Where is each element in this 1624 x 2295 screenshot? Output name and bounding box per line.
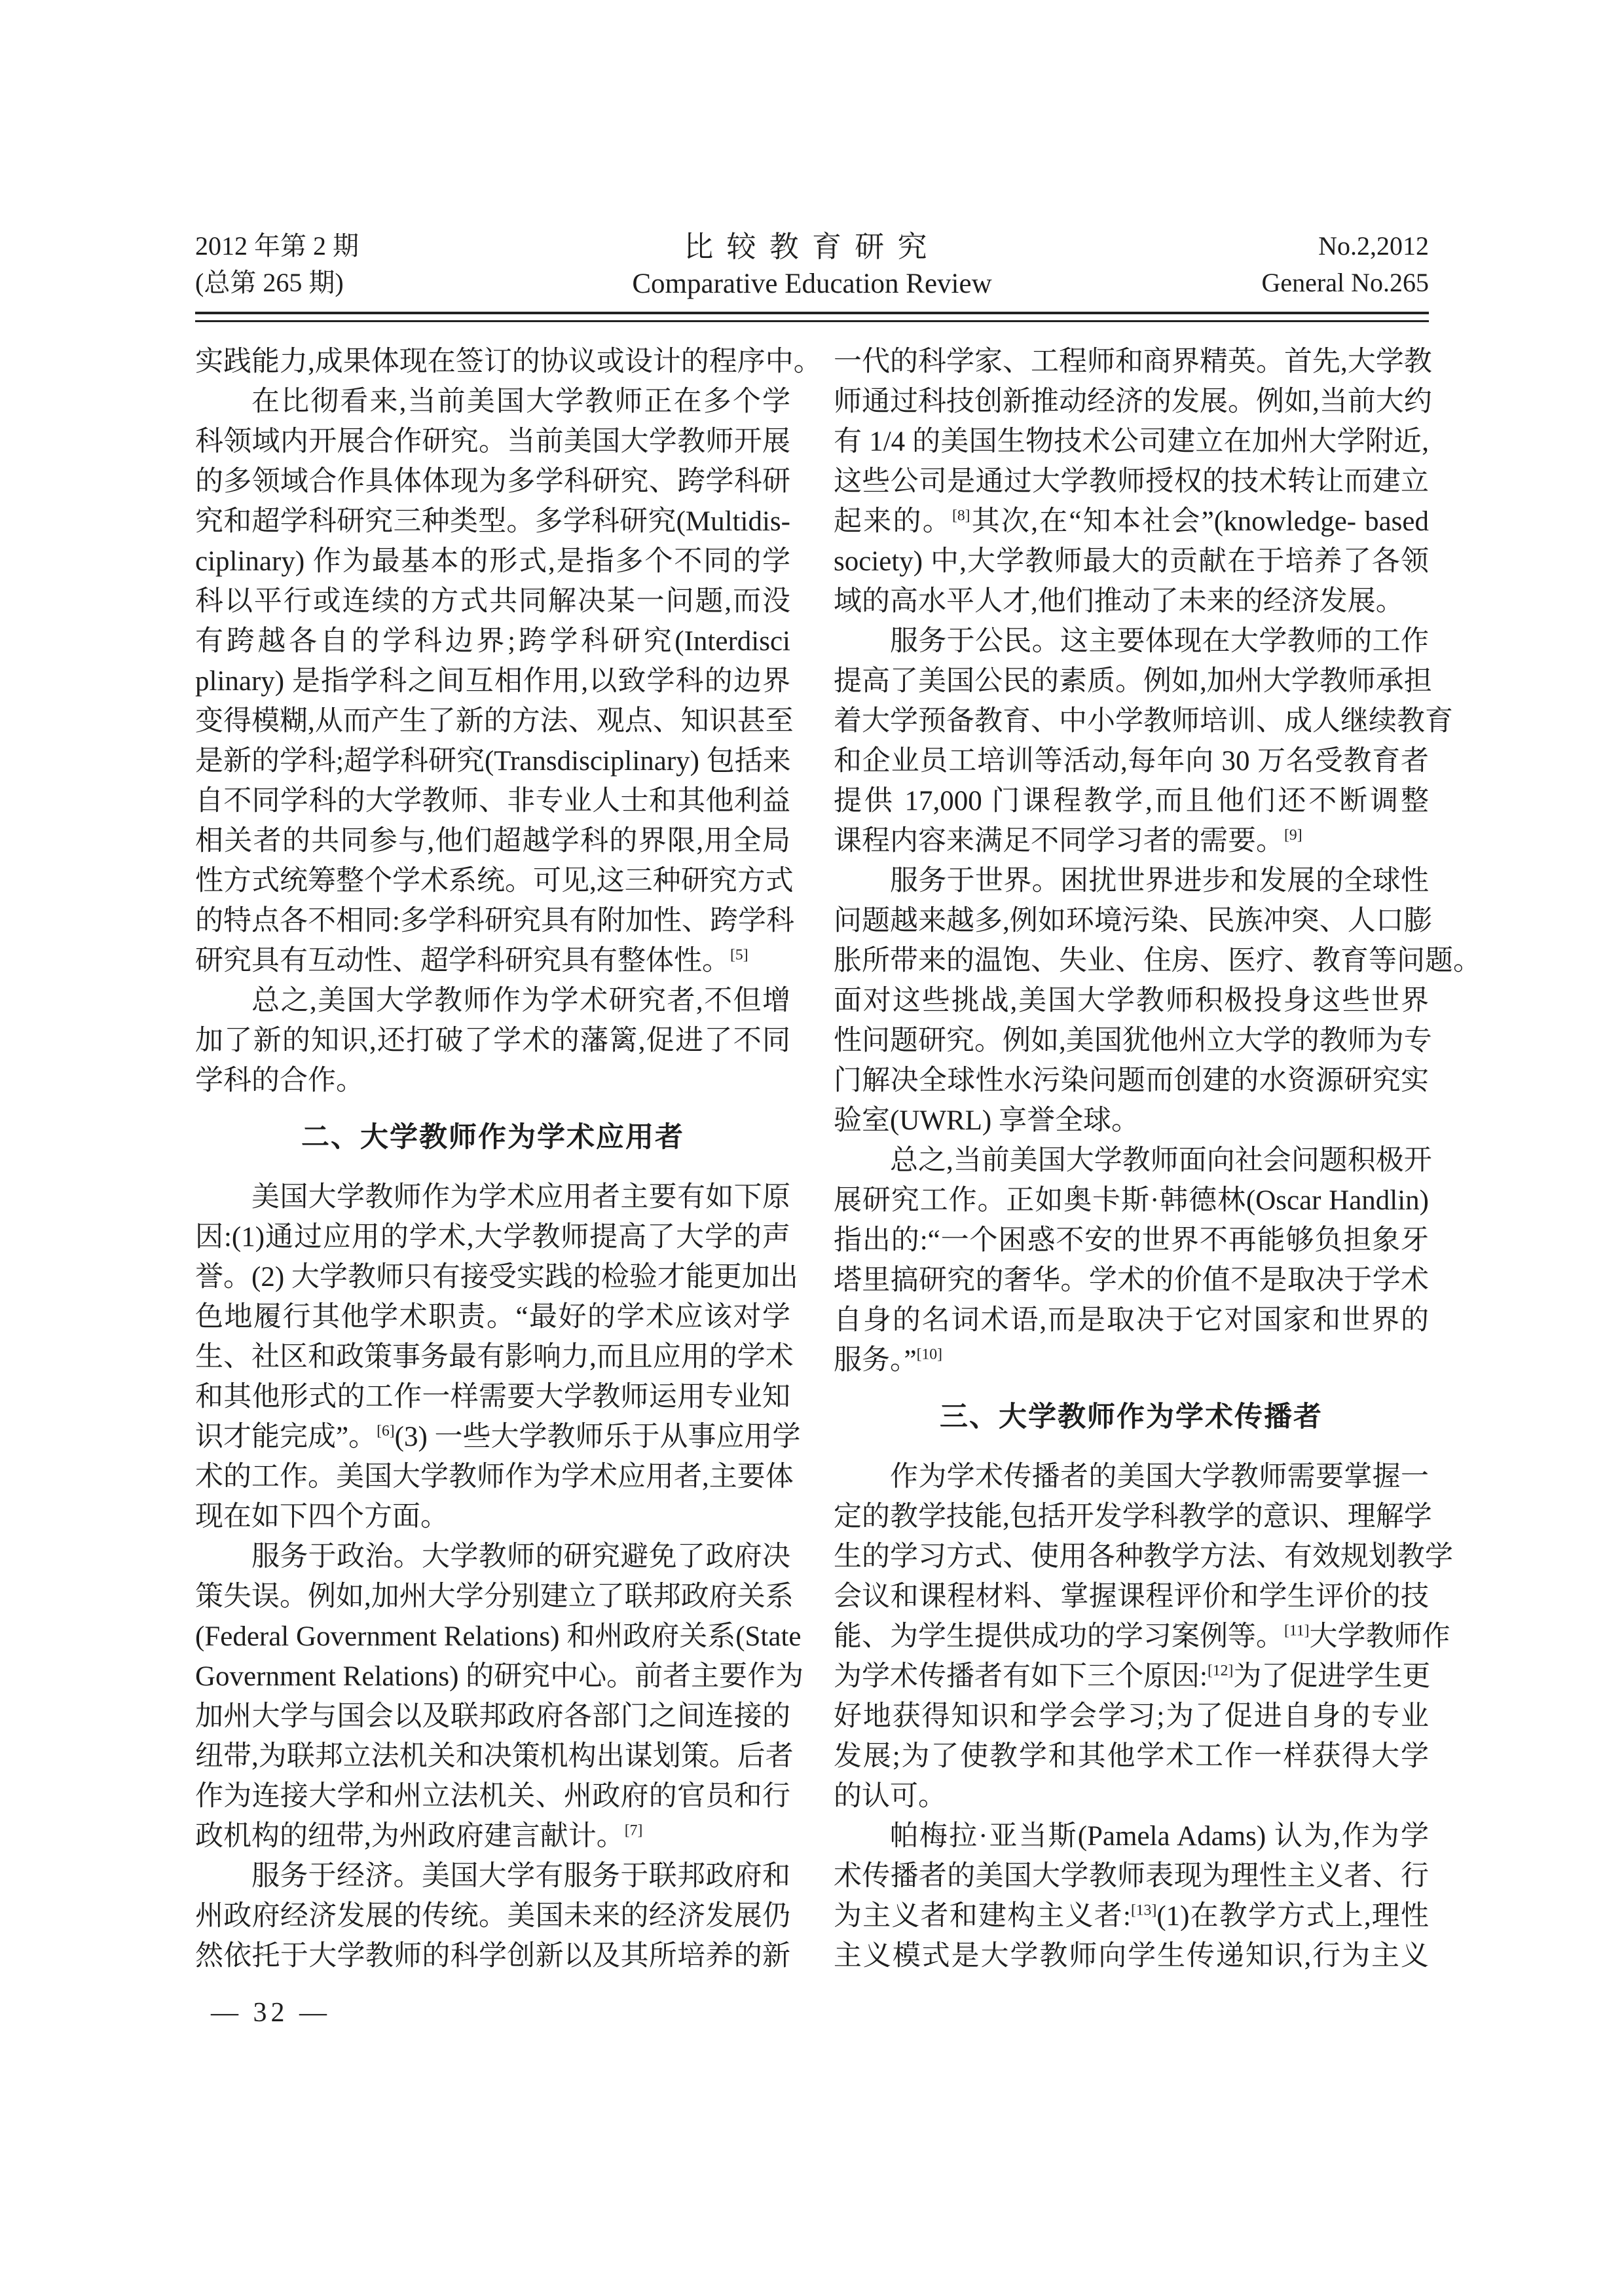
text-line: 主义模式是大学教师向学生传递知识,行为主义: [834, 1941, 1429, 1972]
header-divider: [195, 312, 1429, 322]
text-line: plinary) 是指学科之间互相作用,以致学科的边界: [195, 666, 790, 697]
footnote-ref: [12]: [1207, 1662, 1234, 1680]
issue-year-number: 2012 年第 2 期: [195, 231, 359, 261]
text-line: 自身的名词术语,而是取决于它对国家和世界的: [834, 1305, 1429, 1336]
text-line: 服务于公民。这主要体现在大学教师的工作: [890, 626, 1429, 657]
text-line: 研究具有互动性、超学科研究具有整体性。[5]: [195, 946, 748, 976]
footnote-ref: [6]: [377, 1422, 395, 1440]
text-line: 科领域内开展合作研究。当前美国大学教师开展: [195, 426, 790, 457]
footnote-ref: [9]: [1284, 826, 1302, 844]
text-line: 美国大学教师作为学术应用者主要有如下原: [251, 1182, 790, 1213]
right-column: [834, 342, 1481, 1976]
section-heading: 二、大学教师作为学术应用者: [301, 1122, 684, 1153]
text-line: Government Relations) 的研究中心。前者主要作为: [195, 1661, 804, 1692]
text-line: 总之,当前美国大学教师面向社会问题积极开: [890, 1145, 1432, 1176]
text-line: 定的教学技能,包括开发学科教学的意识、理解学: [834, 1501, 1432, 1532]
general-number-english: General No.265: [1261, 268, 1429, 297]
text-line: 实践能力,成果体现在签订的协议或设计的程序中。: [195, 346, 822, 377]
text-line: 提供 17,000 门课程教学,而且他们还不断调整: [834, 786, 1429, 817]
text-line: 课程内容来满足不同学习者的需要。[9]: [834, 826, 1302, 856]
text-line: 会议和课程材料、掌握课程评价和学生评价的技: [834, 1581, 1429, 1612]
text-line: 这些公司是通过大学教师授权的技术转让而建立: [834, 466, 1429, 497]
footnote-ref: [7]: [624, 1822, 643, 1839]
text-line: 能、为学生提供成功的学习案例等。[11]大学教师作: [834, 1621, 1450, 1652]
text-line: 策失误。例如,加州大学分别建立了联邦政府关系: [195, 1581, 794, 1612]
left-column: [195, 342, 822, 1976]
text-line: 塔里搞研究的奢华。学术的价值不是取决于学术: [834, 1265, 1429, 1296]
issue-number-english: No.2,2012: [1318, 231, 1429, 261]
text-line: ciplinary) 作为最基本的形式,是指多个不同的学: [195, 546, 790, 577]
text-line: 面对这些挑战,美国大学教师积极投身这些世界: [834, 985, 1429, 1016]
text-line: 提高了美国公民的素质。例如,加州大学教师承担: [834, 666, 1432, 697]
text-line: 术传播者的美国大学教师表现为理性主义者、行: [834, 1861, 1429, 1892]
text-line: 的认可。: [834, 1781, 946, 1812]
section-heading: 三、大学教师作为学术传播者: [940, 1402, 1323, 1433]
journal-title-block: [632, 228, 991, 303]
journal-header: [195, 228, 1429, 303]
text-line: (Federal Government Relations) 和州政府关系(State: [195, 1621, 802, 1652]
text-line: 好地获得知识和学会学习;为了促进自身的专业: [834, 1701, 1429, 1732]
text-line: 指出的:“一个困惑不安的世界不再能够负担象牙: [834, 1225, 1429, 1256]
text-line: 有跨越各自的学科边界;跨学科研究(Interdisci: [195, 626, 790, 657]
footnote-ref: [5]: [730, 946, 748, 964]
text-line: 识才能完成”。[6](3) 一些大学教师乐于从事应用学: [195, 1422, 801, 1452]
text-line: 纽带,为联邦立法机关和决策机构出谋划策。后者: [195, 1741, 794, 1772]
text-line: 师通过科技创新推动经济的发展。例如,当前大约: [834, 386, 1432, 417]
text-line: 生的学习方式、使用各种教学方法、有效规划教学: [834, 1541, 1453, 1572]
text-line: 起来的。[8]其次,在“知本社会”(knowledge- based: [834, 506, 1430, 537]
text-line: 为学术传播者有如下三个原因:[12]为了促进学生更: [834, 1661, 1431, 1692]
footnote-ref: [13]: [1130, 1901, 1157, 1919]
issue-info-english: [992, 228, 1429, 301]
text-line: society) 中,大学教师最大的贡献在于培养了各领: [834, 546, 1429, 577]
text-line: 学科的合作。: [195, 1065, 364, 1096]
text-line: 性方式统筹整个学术系统。可见,这三种研究方式: [195, 866, 794, 896]
text-line: 自不同学科的大学教师、非专业人士和其他利益: [195, 786, 790, 817]
text-line: 是新的学科;超学科研究(Transdisciplinary) 包括来: [195, 746, 791, 777]
issue-general-number: (总第 265 期): [195, 268, 344, 297]
text-line: 总之,美国大学教师作为学术研究者,不但增: [251, 985, 790, 1016]
text-line: 的多领域合作具体体现为多学科研究、跨学科研: [195, 466, 790, 497]
text-line: 的特点各不相同:多学科研究具有附加性、跨学科: [195, 906, 794, 936]
text-line: 验室(UWRL) 享誉全球。: [834, 1105, 1139, 1136]
text-line: 然依托于大学教师的科学创新以及其所培养的新: [195, 1941, 790, 1972]
footnote-ref: [8]: [951, 507, 970, 524]
journal-title-english: Comparative Education Review: [632, 268, 992, 299]
text-line: 相关者的共同参与,他们超越学科的界限,用全局: [195, 826, 790, 856]
text-line: 服务。”[10]: [834, 1345, 942, 1376]
text-line: 和企业员工培训等活动,每年向 30 万名受教育者: [834, 746, 1429, 777]
text-line: 门解决全球性水污染问题而创建的水资源研究实: [834, 1065, 1429, 1096]
text-line: 加州大学与国会以及联邦政府各部门之间连接的: [195, 1701, 790, 1732]
text-line: 术的工作。美国大学教师作为学术应用者,主要体: [195, 1461, 794, 1492]
text-line: 和其他形式的工作一样需要大学教师运用专业知: [195, 1382, 790, 1412]
text-line: 发展;为了使教学和其他学术工作一样获得大学: [834, 1741, 1429, 1772]
text-line: 因:(1)通过应用的学术,大学教师提高了大学的声: [195, 1222, 790, 1253]
text-line: 为主义者和建构主义者:[13](1)在教学方式上,理性: [834, 1901, 1430, 1932]
text-line: 一代的科学家、工程师和商界精英。首先,大学教: [834, 346, 1432, 377]
footnote-ref: [10]: [916, 1346, 942, 1363]
text-line: 着大学预备教育、中小学教师培训、成人继续教育: [834, 706, 1453, 737]
text-line: 服务于世界。困扰世界进步和发展的全球性: [890, 866, 1429, 896]
text-line: 服务于经济。美国大学有服务于联邦政府和: [251, 1861, 790, 1892]
text-line: 问题越来越多,例如环境污染、民族冲突、人口膨: [834, 906, 1432, 936]
text-line: 色地履行其他学术职责。“最好的学术应该对学: [195, 1302, 790, 1332]
text-line: 胀所带来的温饱、失业、住房、医疗、教育等问题。: [834, 946, 1481, 976]
text-line: 帕梅拉·亚当斯(Pamela Adams) 认为,作为学: [890, 1821, 1429, 1852]
text-line: 服务于政治。大学教师的研究避免了政府决: [251, 1541, 790, 1572]
text-line: 科以平行或连续的方式共同解决某一问题,而没: [195, 586, 790, 617]
text-line: 誉。(2) 大学教师只有接受实践的检验才能更加出: [195, 1262, 798, 1293]
text-line: 有 1/4 的美国生物技术公司建立在加州大学附近,: [834, 426, 1429, 457]
footnote-ref: [11]: [1284, 1622, 1310, 1640]
text-line: 性问题研究。例如,美国犹他州立大学的教师为专: [834, 1025, 1432, 1056]
text-line: 州政府经济发展的传统。美国未来的经济发展仍: [195, 1901, 790, 1932]
text-line: 加了新的知识,还打破了学术的藩篱,促进了不同: [195, 1025, 790, 1056]
text-line: 政机构的纽带,为州政府建言献计。[7]: [195, 1821, 643, 1852]
article-body: [195, 342, 1481, 1976]
text-line: 变得模糊,从而产生了新的方法、观点、知识甚至: [195, 706, 794, 737]
text-line: 域的高水平人才,他们推动了未来的经济发展。: [834, 586, 1404, 617]
journal-title-chinese: 比较教育研究: [684, 230, 940, 263]
text-line: 生、社区和政策事务最有影响力,而且应用的学术: [195, 1342, 794, 1372]
page-number: — 32 —: [211, 1998, 331, 2028]
issue-info: [195, 228, 632, 301]
text-line: 展研究工作。正如奥卡斯·韩德林(Oscar Handlin): [834, 1185, 1429, 1216]
text-line: 究和超学科研究三种类型。多学科研究(Multidis-: [195, 506, 790, 537]
text-line: 作为学术传播者的美国大学教师需要掌握一: [890, 1461, 1429, 1492]
text-line: 作为连接大学和州立法机关、州政府的官员和行: [195, 1781, 790, 1812]
text-line: 现在如下四个方面。: [195, 1501, 449, 1532]
text-line: 在比彻看来,当前美国大学教师正在多个学: [251, 386, 790, 417]
